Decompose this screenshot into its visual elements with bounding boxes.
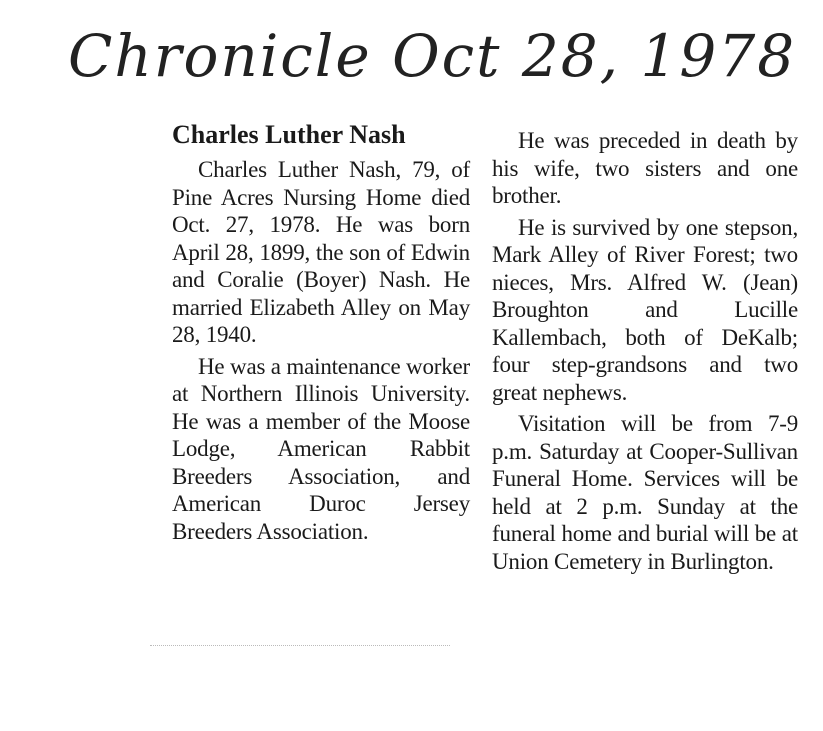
handwritten-date-note (62, 6, 797, 102)
clipping-edge-divider (150, 645, 450, 648)
obituary-paragraph-survivors: He is survived by one stepson, Mark Alley of River Forest; two nieces, Mrs. Alfred W. (Jean) Broughton and Lucille Kallembach, both of DeKalb; four step-grandsons and two great nephews. (492, 214, 798, 405)
handwritten-note-text: Chronicle Oct 28, 1978 (68, 22, 797, 90)
obituary-headline: Charles Luther Nash (172, 120, 406, 149)
obituary-paragraph-preceded: He was preceded in death by his wife, two sisters and one brother. (492, 128, 798, 208)
obituary-paragraph-career: He was a maintenance worker at Northern Illinois University. He was a member of the Moose Lodge, American Rabbit Breeders Association, and American Duroc Jersey Breeders Association. (172, 353, 470, 544)
obituary-paragraph-services: Visitation will be from 7-9 p.m. Saturday at Cooper-Sullivan Funeral Home. Services will be held at 2 p.m. Sunday at the funeral home and burial will be at Union Cemetery in Burlington. (492, 411, 798, 574)
article-column-right (492, 127, 798, 575)
obituary-paragraph-intro: Charles Luther Nash, 79, of Pine Acres Nursing Home died Oct. 27, 1978. He was born April 28, 1899, the son of Edwin and Coralie (Boyer) Nash. He married Elizabeth Alley on May 28, 1940. (172, 157, 470, 347)
article-column-left (172, 120, 470, 545)
